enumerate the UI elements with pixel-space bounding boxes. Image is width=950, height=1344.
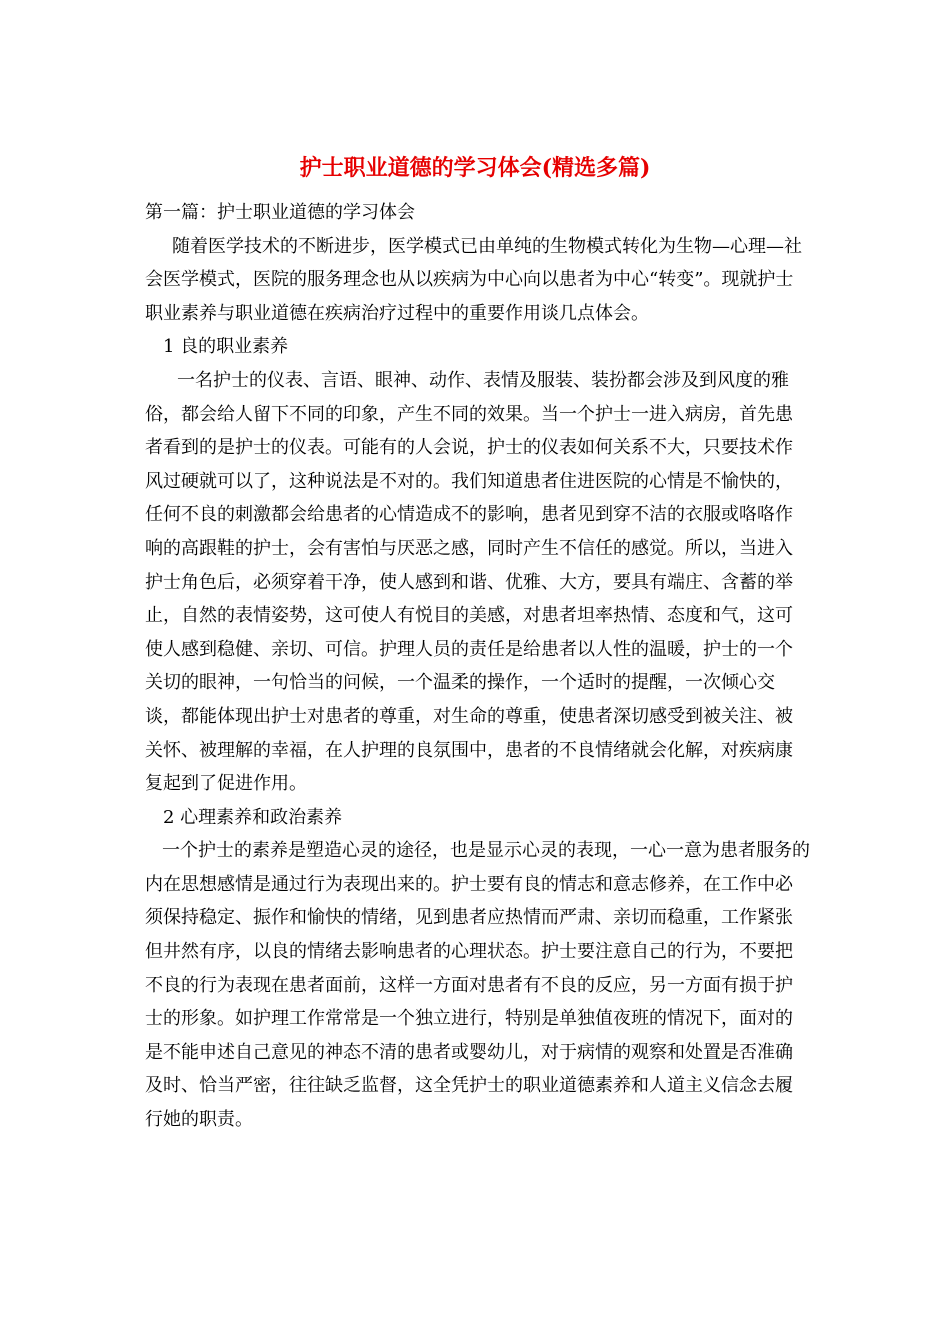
subheading-psychological-political-quality: 2 心理素养和政治素养	[163, 806, 343, 828]
document-title: 护士职业道德的学习体会(精选多篇)	[299, 155, 651, 181]
intro-paragraph: 随着医学技术的不断进步，医学模式已由单纯的生物模式转化为生物—心理—社会医学模式，医院的服务理念也从以疾病为中心向以患者为中心“转变”。现就护士职业素养与职业道德在疾病治疗过程中的重要作用谈几点体会。	[145, 235, 802, 324]
paragraph-psychological-political-quality: 一个护士的素养是塑造心灵的途径，也是显示心灵的表现，一心一意为患者服务的内在思想感情是通过行为表现出来的。护士要有良的情志和意志修养，在工作中必须保持稳定、振作和愉快的情绪，见到患者应热情而严肃、亲切而稳重，工作紧张但井然有序，以良的情绪去影响患者的心理状态。护士要注意自己的行为，不要把不良的行为表现在患者面前，这样一方面对患者有不良的反应，另一方面有损于护士的形象。如护理工作常常是一个独立进行，特别是单独值夜班的情况下，面对的是不能申述自己意见的神态不清的患者或婴幼儿，对于病情的观察和处置是否准确及时、恰当严密，往往缺乏监督，这全凭护士的职业道德素养和人道主义信念去履行她的职责。	[145, 840, 810, 1131]
section-heading-first-article: 第一篇：护士职业道德的学习体会	[145, 202, 415, 223]
subheading-professional-quality: 1 良的职业素养	[163, 336, 289, 358]
paragraph-professional-quality: 一名护士的仪表、言语、眼神、动作、表情及服装、装扮都会涉及到风度的雅俗，都会给人留下不同的印象，产生不同的效果。当一个护士一进入病房，首先患者看到的是护士的仪表。可能有的人会说，护士的仪表如何关系不大，只要技术作风过硬就可以了，这种说法是不对的。我们知道患者住进医院的心情是不愉快的，任何不良的刺激都会给患者的心情造成不的影响，患者见到穿不洁的衣服或咯咯作响的高跟鞋的护士，会有害怕与厌恶之感，同时产生不信任的感觉。所以，当进入护士角色后，必须穿着干净，使人感到和谐、优雅、大方，要具有端庄、含蓄的举止，自然的表情姿势，这可使人有悦目的美感，对患者坦率热情、态度和气，这可使人感到稳健、亲切、可信。护理人员的责任是给患者以人性的温暖，护士的一个关切的眼神，一句恰当的问候，一个温柔的操作，一个适时的提醒，一次倾心交谈，都能体现出护士对患者的尊重，对生命的尊重，使患者深切感受到被关注、被关怀、被理解的幸福，在人护理的良氛围中，患者的不良情绪就会化解，对疾病康复起到了促进作用。	[145, 369, 793, 795]
document-body	[145, 196, 810, 1137]
